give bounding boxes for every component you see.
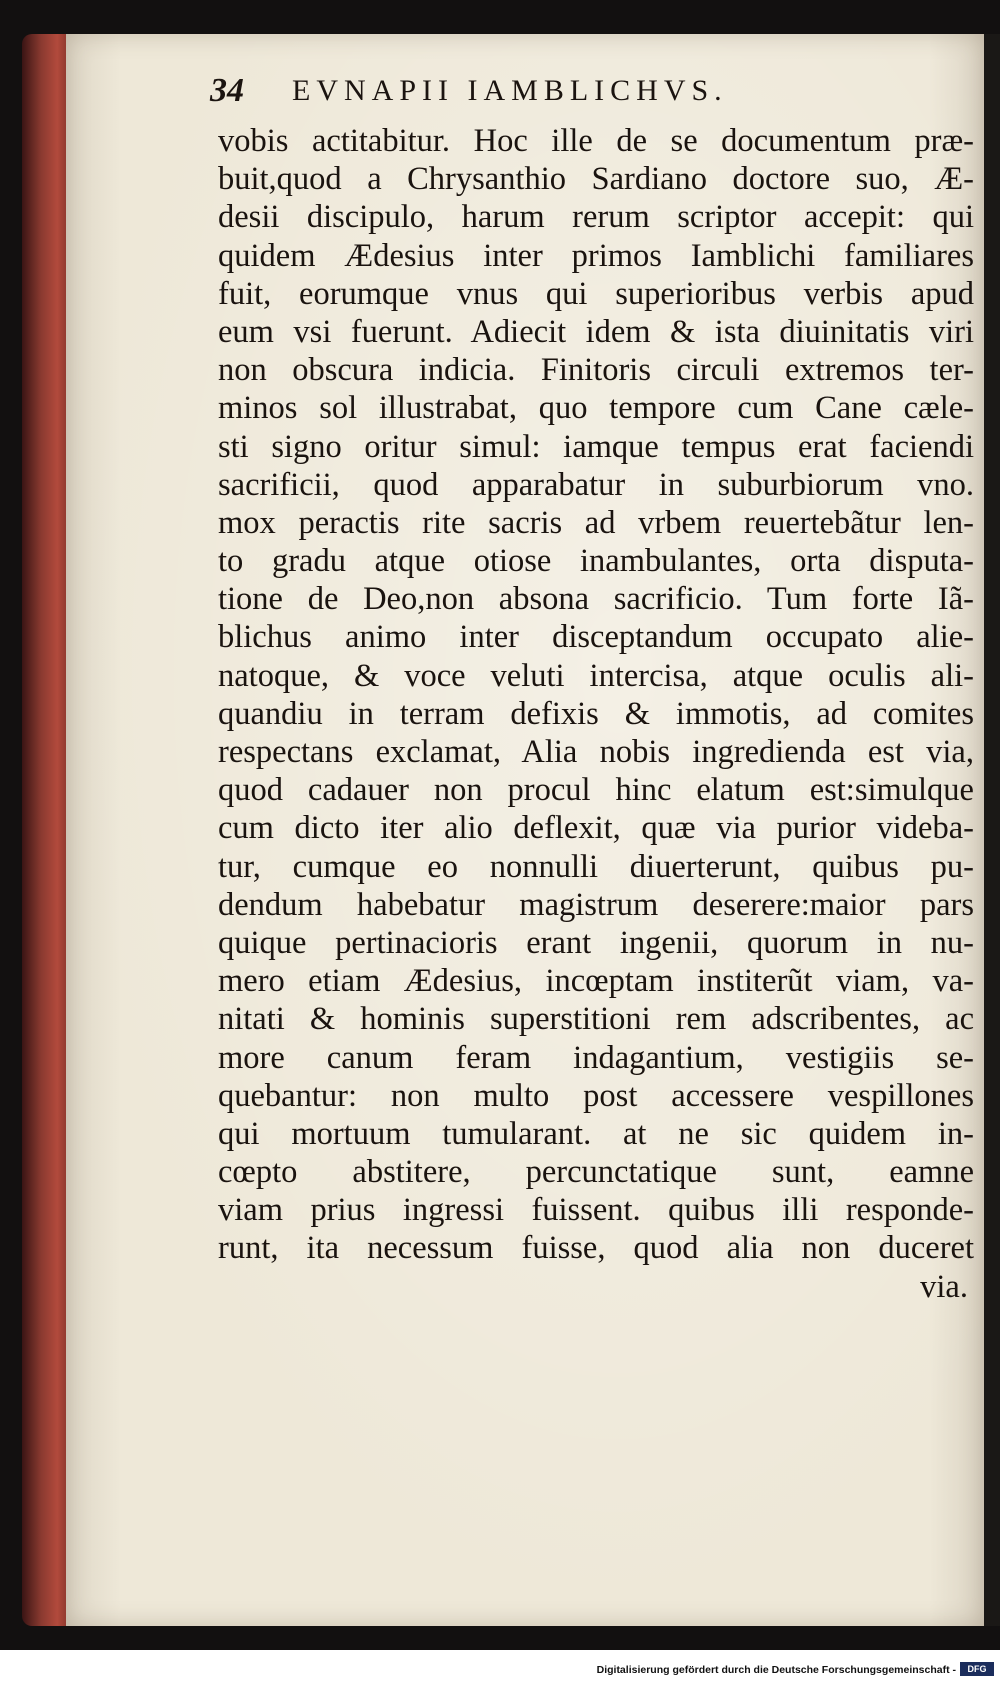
text-line: more canum feram indagantium, vestigiis se- [218, 1039, 974, 1076]
text-line: mero etiam Ædesius, incœptam institerũt viam, va- [218, 963, 974, 1000]
text-line: fuit, eorumque vnus qui superioribus verbis apud [218, 275, 974, 312]
text-line: eum vsi fuerunt. Adiecit idem & ista diuinitatis viri [218, 313, 974, 350]
text-line: cum dicto iter alio deflexit, quæ via purior videba- [218, 810, 974, 847]
catchword: via. [920, 1268, 968, 1305]
text-line: sacrificii, quod apparabatur in suburbiorum vno. [218, 466, 974, 503]
text-line: to gradu atque otiose inambulantes, orta disputa- [218, 543, 974, 580]
text-line: mox peractis rite sacris ad vrbem reuertebãtur len- [218, 504, 974, 541]
text-line: non obscura indicia. Finitoris circuli extremos ter- [218, 352, 974, 389]
text-line: cœpto abstitere, percunctatique sunt, eamne [218, 1154, 974, 1191]
funding-note: Digitalisierung gefördert durch die Deutsche Forschungsgemeinschaft - [596, 1664, 956, 1676]
text-line: viam prius ingressi fuissent. quibus illi responde- [218, 1192, 974, 1229]
text-line: qui mortuum tumularant. at ne sic quidem in- [218, 1115, 974, 1152]
text-line: tur, cumque eo nonnulli diuerterunt, quibus pu- [218, 848, 974, 885]
running-title: EVNAPII IAMBLICHVS. [292, 74, 728, 107]
text-line: dendum habebatur magistrum deserere:maior pars [218, 886, 974, 923]
text-line: quandiu in terram defixis & immotis, ad comites [218, 695, 974, 732]
text-line: buit,quod a Chrysanthio Sardiano doctore suo, Æ- [218, 161, 974, 198]
text-line: quidem Ædesius inter primos Iamblichi familiares [218, 237, 974, 274]
dfg-logo: DFG [960, 1662, 994, 1676]
text-line: minos sol illustrabat, quo tempore cum Cane cæle- [218, 390, 974, 427]
text-line: sti signo oritur simul: iamque tempus erat faciendi [218, 428, 974, 465]
page-number: 34 [210, 72, 244, 109]
text-line: runt, ita necessum fuisse, quod alia non duceret [218, 1230, 974, 1267]
text-line: quique pertinacioris erant ingenii, quorum in nu- [218, 924, 974, 961]
text-line: natoque, & voce veluti intercisa, atque oculis ali- [218, 657, 974, 694]
text-line: respectans exclamat, Alia nobis ingredienda est via, [218, 734, 974, 770]
text-line: nitati & hominis superstitioni rem adscribentes, ac [218, 1001, 974, 1038]
text-line: blichus animo inter disceptandum occupato alie- [218, 619, 974, 656]
text-line: quod cadauer non procul hinc elatum est:simulque [218, 772, 974, 809]
page-gutter-shadow [984, 34, 1000, 1626]
text-line: quebantur: non multo post accessere vespillones [218, 1077, 974, 1114]
text-line: desii discipulo, harum rerum scriptor accepit: qui [218, 199, 974, 236]
running-head [210, 72, 860, 116]
text-line: tione de Deo,non absona sacrificio. Tum forte Iã- [218, 581, 974, 618]
text-line: vobis actitabitur. Hoc ille de se documentum præ- [218, 123, 974, 159]
body-text [218, 122, 974, 1306]
